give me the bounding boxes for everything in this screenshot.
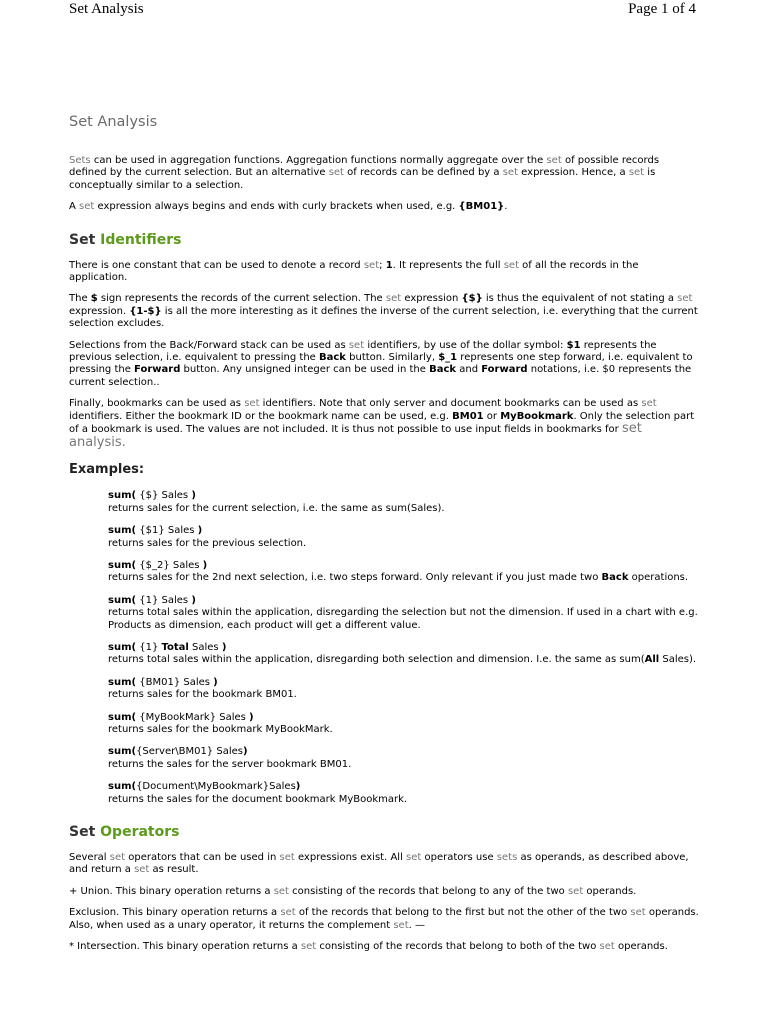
code-func: sum( [108,676,137,688]
bold-text: Forward [481,364,528,376]
text: represents the previous selection, i.e. equivalent to pressing the [69,339,657,364]
example-item [108,595,699,632]
code-arg: {MyBookMark} Sales [136,711,250,723]
text: . It represents the full [392,259,504,271]
bold-text: Back [601,572,629,584]
text: is conceptually similar to a selection. [69,167,656,191]
code-func: sum( [108,746,137,758]
code-text: {1-$} [129,305,162,317]
text: and [456,364,482,376]
examples-heading: Examples: [69,461,145,477]
text: or [483,410,501,422]
text: returns sales for the 2nd next selection, i.e. two steps forward. Only relevant if you just made two [108,572,602,584]
term-link[interactable]: set [393,919,409,931]
text: operations. [628,572,689,584]
code-func: sum( [108,641,137,653]
heading-word: Identifiers [100,231,182,248]
text: is thus the equivalent of not stating a [482,293,678,305]
heading-set: Set [69,824,96,841]
text: Exclusion. This binary operation returns a [69,907,281,919]
example-desc: returns total sales within the application, disregarding the selection but not the dimension. If used in a chart with e.g. Products as dimension, each product will get a different value. [108,607,698,631]
bold-text: All [644,654,660,666]
code-arg: Sales [188,641,222,653]
code-paren: ) [191,594,196,606]
text: represents one step forward, i.e. equivalent to pressing the [69,352,693,376]
bold-text: Back [319,352,346,364]
code-text: $_1 [438,352,458,364]
code-arg: {BM01} Sales [136,676,214,688]
code-arg: {Server\BM01} Sales [136,746,243,758]
text: of the records that belong to the first but not the other of the two [295,907,631,919]
header-title: Set Analysis [69,1,144,17]
text: expression always begins and ends with curly brackets when used, e.g. [94,201,459,213]
identifiers-paragraph-2 [69,293,699,330]
example-item [108,525,699,550]
text: of records can be defined by a [343,167,503,179]
term-link[interactable]: set [363,259,380,271]
term-link[interactable]: set analysis [69,421,642,450]
text: expressions exist. All [294,852,407,864]
text: expression [401,293,462,305]
term-link[interactable]: set [109,852,126,864]
code-func: sum( [108,594,137,606]
example-item [108,746,699,771]
term-link[interactable]: set [280,907,296,919]
text: returns total sales within the application, disregarding both selection and dimension. I.e. the same as sum( [108,654,645,666]
text: . — [408,919,425,931]
text: sign represents the records of the current selection. The [97,293,386,305]
term-link[interactable]: set [502,167,518,179]
term-link[interactable]: set [641,398,657,410]
code-text: MyBookmark [500,410,574,422]
code-text: {BM01} [458,201,505,213]
term-link[interactable]: set [546,155,562,166]
term-link[interactable]: set [273,885,289,897]
text: . Only the selection part of a bookmark is used. The values are not included. It is thus not possible to use input fields in bookmarks for [69,410,695,436]
code-func: sum( [108,781,137,793]
term-link[interactable]: sets [496,852,518,864]
code-arg: {1} Sales [136,594,192,606]
code-func: sum( [108,559,137,571]
term-link[interactable]: set [628,167,645,179]
text: . [121,434,126,450]
term-link[interactable]: set [300,941,317,953]
text: notations, i.e. $0 represents the current selection.. [69,364,692,388]
term-link[interactable]: set [244,398,260,410]
doc-title: Set Analysis [69,114,158,130]
code-arg: {$_2} Sales [136,559,203,571]
text: Sales). [659,654,697,666]
code-text: $1 [566,339,581,351]
text: + Union. This binary operation returns a [69,885,274,897]
code-func: sum( [108,490,137,502]
term-link[interactable]: set [385,293,402,305]
code-text: $ [90,293,98,305]
code-arg: {1} [136,641,162,653]
identifiers-paragraph-3 [69,340,699,390]
code-arg: {$1} Sales [136,525,198,537]
text: as result. [149,864,199,876]
text: . [504,201,508,213]
page-header [0,0,768,22]
example-desc [108,654,699,666]
text: identifiers. Either the bookmark ID or the bookmark name can be used, e.g. [69,410,453,422]
code-paren: ) [221,641,227,653]
code-text: 1 [385,259,393,271]
text: operands. [583,885,637,897]
example-item [108,560,699,585]
text: of all the records in the application. [69,259,639,284]
code-paren: ) [213,676,218,688]
text: is all the more interesting as it defines the inverse of the current selection, i.e. everything that the current selection excludes. [69,305,698,330]
term-link[interactable]: set [79,201,95,213]
example-item [108,642,699,667]
text: The [69,293,91,305]
text: operands. [614,941,668,953]
code-qualifier: Total [161,641,189,653]
term-link[interactable]: set [630,907,646,919]
term-link[interactable]: set [328,167,344,179]
heading-word: Operators [100,824,180,841]
operators-paragraph-3 [69,907,699,932]
text: operators use [421,852,497,864]
code-arg: {$} Sales [136,490,192,502]
bold-text: Forward [134,364,181,376]
text: expression. [69,305,130,317]
identifiers-heading [69,232,699,249]
code-text: BM01 [452,410,484,422]
identifiers-paragraph-1 [69,260,699,285]
example-desc: returns sales for the previous selection. [108,537,307,549]
text: button. Any unsigned integer can be used in the [180,364,430,376]
code-arg: {Document\MyBookmark}Sales [136,781,296,793]
text: Several [69,852,110,864]
text: There is one constant that can be used to denote a record [69,259,364,271]
intro-paragraph-1 [69,155,699,192]
example-item [108,490,699,515]
code-paren: ) [242,746,248,758]
code-func: sum( [108,711,137,723]
example-desc: returns sales for the current selection, i.e. the same as sum(Sales). [108,502,445,514]
code-paren: ) [197,525,203,537]
code-paren: ) [191,490,196,502]
text: Selections from the Back/Forward stack can be used as [69,339,349,351]
text: Finally, bookmarks can be used as [69,398,245,410]
identifiers-paragraph-4 [69,398,699,450]
text: operators that can be used in [125,852,280,864]
code-func: sum( [108,525,137,537]
code-paren: ) [249,711,254,723]
text: expression. Hence, a [518,167,629,179]
heading-set: Set [69,231,96,248]
term-link[interactable]: set [134,864,150,876]
code-text: {$} [461,293,483,305]
page-number: Page 1 of 4 [628,1,696,17]
code-paren: ) [202,559,208,571]
example-item [108,781,699,806]
text: A [69,201,80,213]
operators-paragraph-4 [69,941,699,953]
text: of possible records defined by the current selection. But an alternative [69,155,660,179]
intro-paragraph-2 [69,201,699,213]
term-link[interactable]: set [279,852,295,864]
example-item [108,677,699,702]
bold-text: Back [429,364,457,376]
operators-paragraph-2 [69,886,699,898]
text: consisting of the records that belong to any of the two [288,885,568,897]
term-link[interactable]: set [567,885,584,897]
text: as operands, as described above, and return a [69,852,689,876]
term-link[interactable]: set [406,852,422,864]
example-desc: returns the sales for the document bookmark MyBookmark. [108,793,408,805]
example-desc [108,572,699,584]
term-link[interactable]: set [677,293,693,305]
example-desc: returns sales for the bookmark BM01. [108,689,297,701]
document-body [69,113,699,962]
example-desc: returns the sales for the server bookmark BM01. [108,758,352,770]
text: operands. Also, when used as a unary operator, it returns the complement [69,907,699,931]
term-link[interactable]: set [348,339,365,351]
term-link[interactable]: set [503,259,519,271]
text: ; [379,259,386,271]
term-link[interactable]: Sets [69,155,91,166]
example-desc: returns sales for the bookmark MyBookMark. [108,724,333,735]
text: identifiers. Note that only server and document bookmarks can be used as [259,398,642,410]
text: * Intersection. This binary operation returns a [69,941,301,953]
operators-paragraph-1 [69,852,699,877]
text: consisting of the records that belong to both of the two [316,941,600,953]
code-paren: ) [295,781,301,793]
text: button. Similarly, [345,352,439,364]
text: identifiers, by use of the dollar symbol: [364,339,567,351]
text: can be used in aggregation functions. Aggregation functions normally aggregate over the [90,155,547,166]
term-link[interactable]: set [599,941,615,953]
example-item [108,712,699,737]
operators-heading [69,824,699,841]
